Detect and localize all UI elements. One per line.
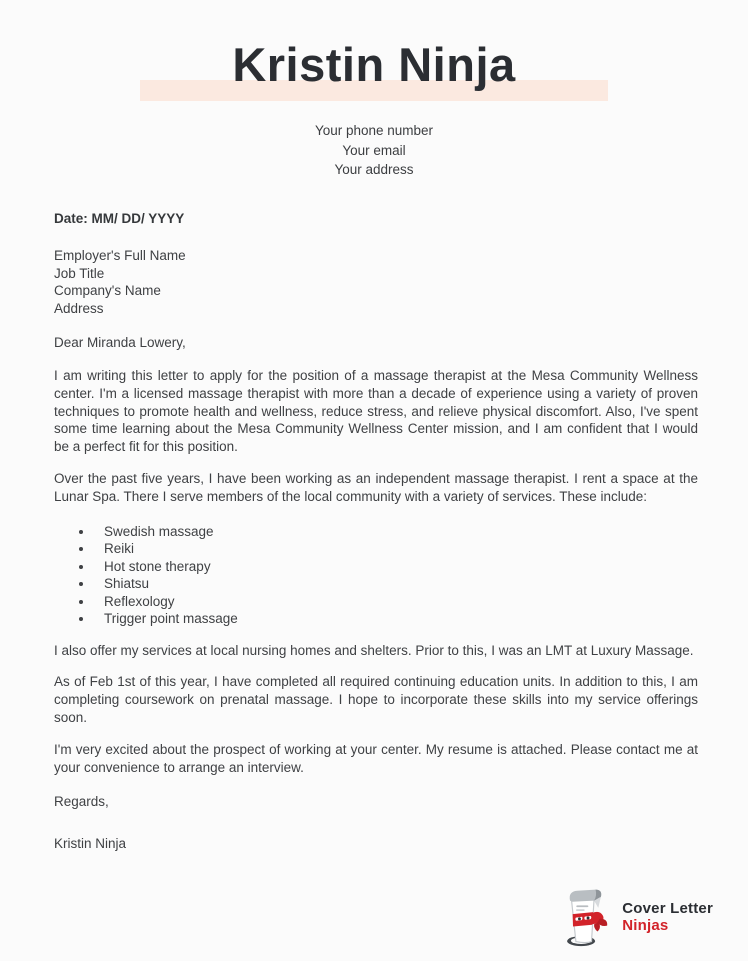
brand-logo: [557, 887, 713, 947]
list-item: • Reflexology: [94, 593, 698, 611]
brand-line2: Ninjas: [622, 917, 669, 934]
list-item: • Trigger point massage: [94, 610, 698, 628]
signature-name: Kristin Ninja: [54, 836, 127, 852]
contact-address: Your address: [334, 162, 414, 177]
contact-email: Your email: [342, 142, 406, 158]
paragraph-experience: Over the past five years, I have been working as an independent massage therapist. I rent a space at the Lunar Spa. There I serve members of the local community with a variety of services. These include:: [54, 471, 698, 504]
paragraph-call-to-action: I'm very excited about the prospect of working at your center. My resume is attached. Please contact me at your convenience to arrange an interview.: [54, 741, 698, 775]
paragraph-intro: I am writing this letter to apply for the position of a massage therapist at the Mesa Community Wellness center. I'm a licensed massage therapist with more than a decade of experience using a variety of proven techniques to promote health and wellness, reduce stress, and relieve physical discomfort. Also, I've spent some time learning about the Mesa Community Wellness Center mission, and I am confident that I would be a perfect fit for this position.: [54, 368, 698, 455]
list-item: • Shiatsu: [94, 575, 698, 593]
recipient-block: [54, 247, 698, 317]
contact-phone: Your phone number: [314, 123, 434, 138]
closing: Regards,: [54, 794, 109, 810]
services-list: [54, 523, 698, 628]
list-item: • Reiki: [94, 540, 698, 558]
recipient-address: Address: [54, 300, 104, 316]
list-item: • Hot stone therapy: [94, 558, 698, 576]
salutation: Dear Miranda Lowery,: [54, 335, 186, 351]
recipient-company: Company's Name: [54, 283, 161, 299]
recipient-job-title: Job Title: [54, 265, 105, 281]
recipient-name: Employer's Full Name: [54, 248, 186, 264]
list-item: • Swedish massage: [94, 523, 698, 541]
letter-body: [54, 210, 698, 854]
paragraph-education: As of Feb 1st of this year, I have completed all required continuing education units. In addition to this, I am completing coursework on prenatal massage. I hope to incorporate these skills into my service offerings soon.: [54, 674, 698, 726]
brand-wordmark: [622, 900, 713, 934]
brand-line1: Cover Letter: [622, 900, 713, 917]
paragraph-other-services: I also offer my services at local nursing homes and shelters. Prior to this, I was an LMT at Luxury Massage.: [54, 642, 694, 658]
date-line: Date: MM/ DD/ YYYY: [54, 210, 185, 226]
ninja-scroll-icon: [557, 887, 611, 947]
contact-block: [0, 121, 748, 180]
letter-header: [0, 0, 748, 101]
page-title: Kristin Ninja: [232, 38, 516, 91]
